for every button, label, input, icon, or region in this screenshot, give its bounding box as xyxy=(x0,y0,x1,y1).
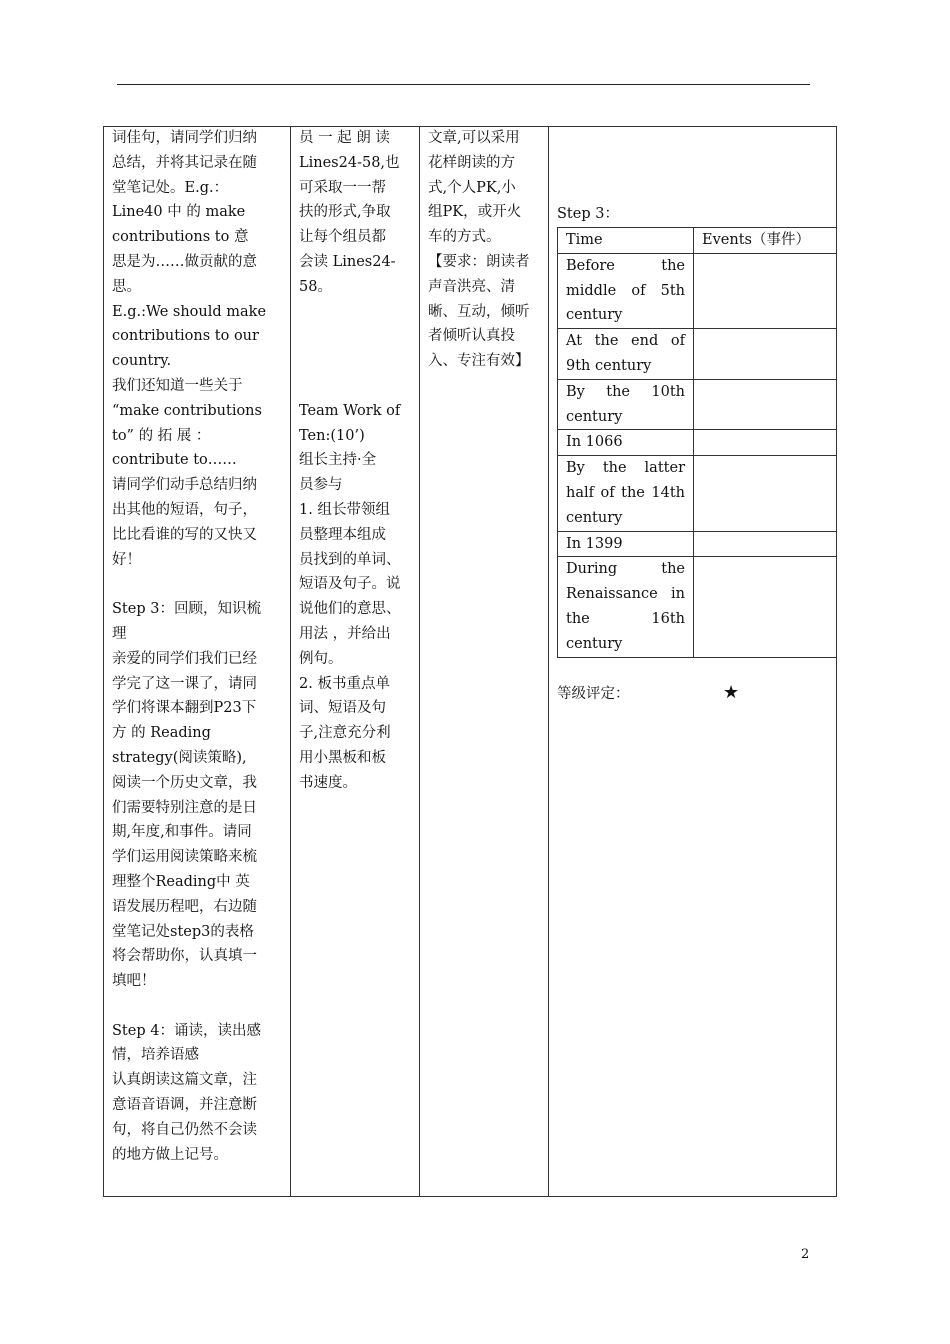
text-line: 词佳句，请同学们归纳 xyxy=(112,130,257,146)
text-line xyxy=(112,994,282,1019)
text-line: 理整个Reading中 英 xyxy=(112,873,250,890)
text-line: 阅读一个历史文章，我 xyxy=(112,774,257,791)
time-cell: At the end of 9th century xyxy=(558,329,694,380)
text-line: 用小黑板和板 xyxy=(299,749,386,766)
time-cell: By the 10th century xyxy=(558,379,694,430)
column-2-text xyxy=(299,126,411,796)
column-3-text xyxy=(428,126,541,374)
text-line: 理 xyxy=(112,625,127,642)
table-row xyxy=(558,531,837,557)
text-line: 情，培养语感 xyxy=(112,1047,199,1064)
text-line: strategy(阅读策略), xyxy=(112,749,247,766)
text-line: 1. 组长带领组 xyxy=(299,501,390,518)
text-line: 堂笔记处step3的表格 xyxy=(112,923,254,940)
text-line: 堂笔记处。E.g.： xyxy=(112,179,229,196)
text-line: country. xyxy=(112,353,172,370)
text-line: 员整理本组成 xyxy=(299,526,386,543)
event-cell xyxy=(694,329,837,380)
text-line: 让每个组员都 xyxy=(299,229,386,246)
text-line: 可采取一一帮 xyxy=(299,179,386,196)
text-line: 期,年度,和事件。请同 xyxy=(112,824,252,841)
text-line: 意语音语调，并注意断 xyxy=(112,1097,257,1114)
text-line: 学们运用阅读策略来梳 xyxy=(112,849,257,866)
text-line: Line40 中 的 make xyxy=(112,204,246,221)
text-line: 亲爱的同学们我们已经 xyxy=(112,650,257,667)
text-line: 式,个人PK,小 xyxy=(428,179,516,196)
events-header: Events（事件） xyxy=(694,228,837,254)
time-cell: Before the middle of 5th century xyxy=(558,253,694,328)
text-line: 员 一 起 朗 读 xyxy=(299,130,390,146)
text-line xyxy=(299,324,411,349)
text-line: 车的方式。 xyxy=(428,229,501,246)
text-line: 语发展历程吧，右边随 xyxy=(112,898,257,915)
event-cell xyxy=(694,557,837,657)
text-line xyxy=(299,349,411,374)
event-cell xyxy=(694,430,837,456)
text-line: 我们还知道一些关于 xyxy=(112,377,243,394)
time-header: Time xyxy=(558,228,694,254)
table-row xyxy=(558,430,837,456)
events-table xyxy=(557,227,837,658)
text-line: 晰、互动，倾听 xyxy=(428,303,530,320)
table-row xyxy=(558,379,837,430)
event-cell xyxy=(694,253,837,328)
text-line: 出其他的短语，句子， xyxy=(112,501,257,518)
text-line: “make contributions xyxy=(112,402,262,419)
text-line: 员找到的单词、 xyxy=(299,551,401,568)
event-cell xyxy=(694,456,837,531)
text-line: 词、短语及句 xyxy=(299,700,386,717)
text-line: 组长主持·全 xyxy=(299,452,377,469)
text-line: 的地方做上记号。 xyxy=(112,1146,228,1163)
text-line: 文章,可以采用 xyxy=(428,130,520,146)
text-line: 书速度。 xyxy=(299,774,357,791)
text-line: 总结，并将其记录在随 xyxy=(112,154,257,171)
text-line xyxy=(299,300,411,325)
text-line: Step 3：回顾，知识梳 xyxy=(112,601,261,618)
text-line: contributions to 意 xyxy=(112,229,249,246)
time-cell: By the latter half of the 14th century xyxy=(558,456,694,531)
text-line: 将会帮助你，认真填一 xyxy=(112,948,257,965)
text-line: 们需要特别注意的是日 xyxy=(112,799,257,816)
text-line: Ten:(10’) xyxy=(299,427,365,444)
text-line: E.g.:We should make xyxy=(112,303,267,320)
text-line: 思。 xyxy=(112,278,141,295)
page-number: 2 xyxy=(801,1247,810,1262)
text-line: 说他们的意思、 xyxy=(299,601,401,618)
text-line: Lines24-58,也 xyxy=(299,154,400,171)
text-line: 花样朗读的方 xyxy=(428,154,515,171)
text-line: contributions to our xyxy=(112,328,259,345)
text-line: 认真朗读这篇文章，注 xyxy=(112,1072,257,1089)
text-line: contribute to…… xyxy=(112,452,237,469)
text-line xyxy=(299,374,411,399)
event-cell xyxy=(694,379,837,430)
header-rule xyxy=(117,84,810,85)
text-line: 58。 xyxy=(299,278,332,295)
text-line: 者倾听认真投 xyxy=(428,328,515,345)
text-line: to” 的 拓 展 ： xyxy=(112,427,211,444)
text-line: 好！ xyxy=(112,551,141,568)
text-line: 填吧！ xyxy=(112,973,156,990)
text-line: 声音洪亮、清 xyxy=(428,278,515,295)
text-line: 比比看谁的写的又快又 xyxy=(112,526,257,543)
text-line: 短语及句子。说 xyxy=(299,576,401,593)
text-line: 方 的 Reading xyxy=(112,725,211,742)
table-row xyxy=(558,329,837,380)
text-line: 扶的形式,争取 xyxy=(299,204,391,221)
text-line: 员参与 xyxy=(299,477,343,494)
text-line: 请同学们动手总结归纳 xyxy=(112,477,257,494)
text-line: 例句。 xyxy=(299,650,343,667)
text-line: 会读 Lines24- xyxy=(299,253,396,270)
table-row xyxy=(558,557,837,657)
text-line: Team Work of xyxy=(299,402,401,419)
grade-label: 等级评定： xyxy=(557,686,630,702)
column-1-text xyxy=(112,126,282,1167)
step-3-label: Step 3： xyxy=(557,206,619,222)
text-line xyxy=(112,572,282,597)
text-line: 子,注意充分利 xyxy=(299,725,391,742)
text-line: 2. 板书重点单 xyxy=(299,675,390,692)
text-line: Step 4：诵读，读出感 xyxy=(112,1022,261,1039)
text-line: 学们将课本翻到P23下 xyxy=(112,700,257,717)
time-cell: During the Renaissance in the 16th century xyxy=(558,557,694,657)
text-line: 思是为……做贡献的意 xyxy=(112,253,257,270)
text-line: 入、专注有效】 xyxy=(428,353,530,370)
table-row xyxy=(558,456,837,531)
time-cell: In 1399 xyxy=(558,531,694,557)
text-line: 用法 ，并给出 xyxy=(299,625,391,642)
events-table-header xyxy=(558,228,837,254)
event-cell xyxy=(694,531,837,557)
text-line: 组PK，或开火 xyxy=(428,204,522,221)
text-line: 学完了这一课了，请同 xyxy=(112,675,257,692)
table-row xyxy=(558,253,837,328)
text-line: 【要求：朗读者 xyxy=(428,253,530,270)
text-line: 句，将自己仍然不会读 xyxy=(112,1121,257,1138)
star-icon: ★ xyxy=(723,682,740,703)
time-cell: In 1066 xyxy=(558,430,694,456)
